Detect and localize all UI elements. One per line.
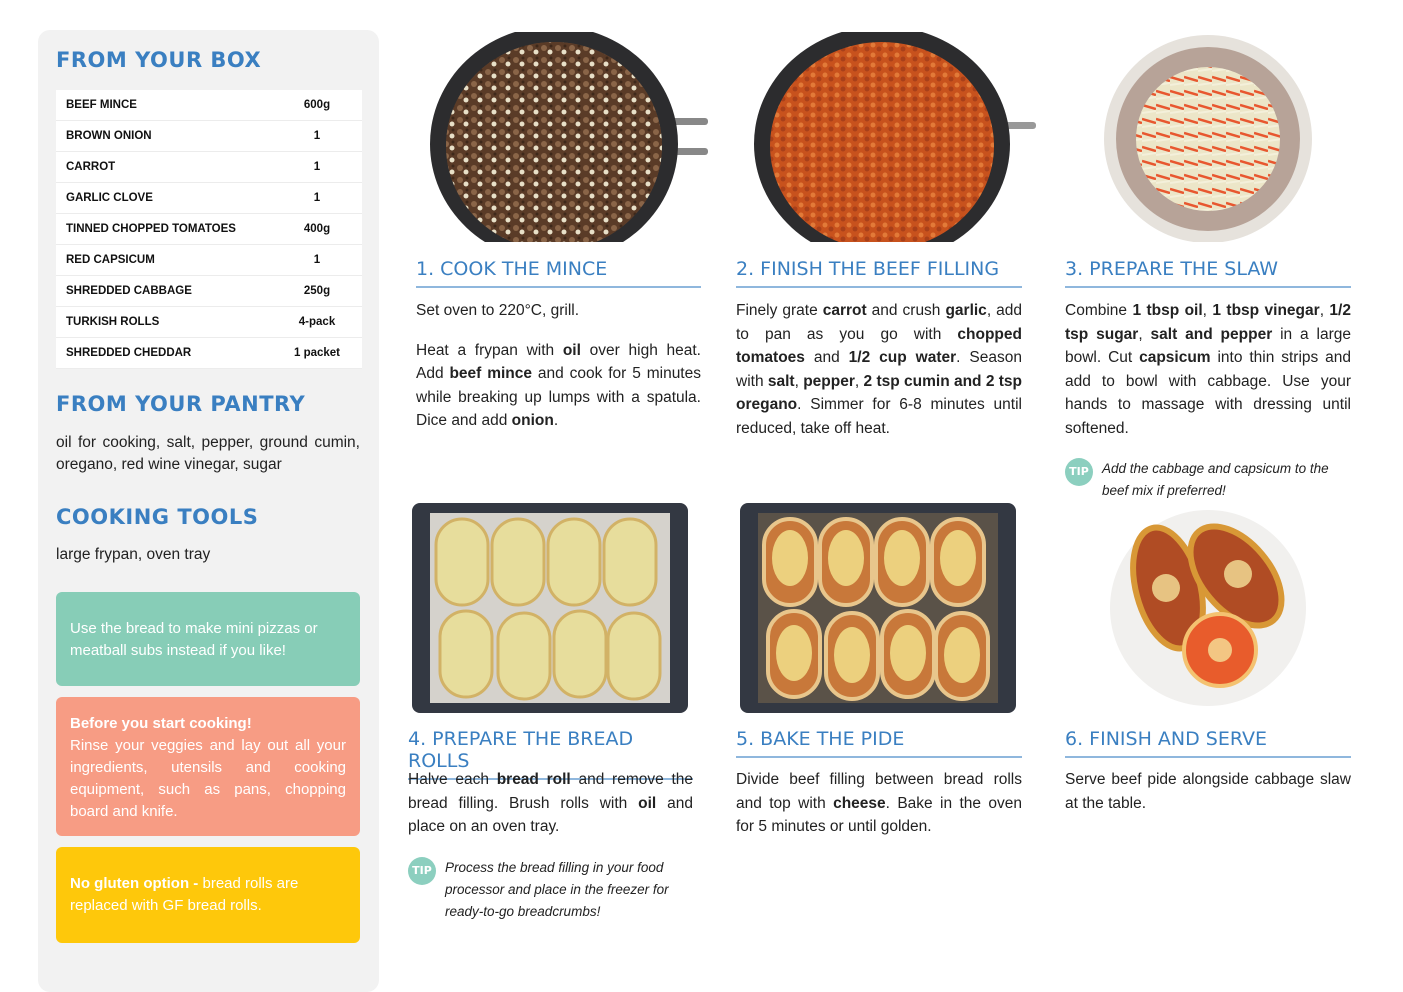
pantry-title: FROM YOUR PANTRY	[56, 392, 306, 416]
step3-tip	[1065, 458, 1355, 502]
ingredient-name: SHREDDED CHEDDAR	[56, 338, 272, 369]
tools-text: large frypan, oven tray	[56, 546, 211, 563]
step6-para: Serve beef pide alongside cabbage slaw at the table.	[1065, 771, 1351, 812]
step4-tip	[408, 857, 698, 923]
tip-note-green	[56, 592, 360, 686]
ingredient-name: SHREDDED CABBAGE	[56, 276, 272, 307]
text: into thin strips and add to bowl with cabbage. Use your hands to massage with dressing until softened.	[1065, 349, 1351, 437]
ingredient-quantity: 400g	[272, 214, 362, 245]
text: in a large bowl. Cut	[1065, 325, 1352, 366]
ingredient-row	[56, 276, 362, 307]
text: . Simmer for 6-8 minutes until reduced, take off heat.	[736, 396, 1022, 437]
text: , add to pan as you go with	[736, 302, 1022, 343]
ingredient: garlic	[945, 302, 987, 319]
ingredient-name: CARROT	[56, 152, 272, 183]
note-orange-heading: Before you start cooking!	[70, 715, 252, 732]
step5-para	[736, 768, 1022, 839]
pantry-text: oil for cooking, salt, pepper, ground cumin, oregano, red wine vinegar, sugar	[56, 434, 360, 473]
text: Finely grate	[736, 302, 823, 319]
ingredient: pepper	[803, 372, 855, 390]
step1-title: 1. COOK THE MINCE	[416, 258, 701, 288]
ingredient-quantity: 1	[272, 152, 362, 183]
ingredient: salt and pepper	[1150, 325, 1273, 343]
from-box-title: FROM YOUR BOX	[56, 48, 262, 72]
text: Divide beef filling between bread rolls and top with	[736, 771, 1022, 812]
ingredient-row	[56, 183, 362, 214]
ingredient: oil	[562, 341, 581, 359]
step6-title: 6. FINISH AND SERVE	[1065, 728, 1351, 758]
ingredient-name: BROWN ONION	[56, 121, 272, 152]
tip-badge-icon: TIP	[1065, 458, 1093, 486]
ingredient-quantity: 4-pack	[272, 307, 362, 338]
step3-photo-slaw-bowl	[1100, 32, 1315, 242]
ingredient: oil	[638, 794, 657, 812]
step1-para2	[416, 339, 701, 433]
ingredient-quantity: 250g	[272, 276, 362, 307]
ingredient-name: TURKISH ROLLS	[56, 307, 272, 338]
ingredient: salt	[767, 372, 795, 390]
ingredient-row	[56, 245, 362, 276]
ingredient: bread roll	[496, 771, 571, 788]
ingredient-name: BEEF MINCE	[56, 90, 272, 121]
step6-body	[1065, 768, 1351, 831]
step6-photo-served-plate	[1108, 508, 1308, 708]
text: and crush	[866, 302, 946, 319]
step3-para	[1065, 299, 1351, 440]
step5-body	[736, 768, 1022, 855]
text: . Season with	[736, 349, 1022, 390]
ingredient-quantity: 600g	[272, 90, 362, 121]
text: Heat a frypan with	[416, 341, 563, 359]
ingredient-row	[56, 214, 362, 245]
ingredient: chopped tomatoes	[736, 325, 1022, 366]
ingredient: beef mince	[449, 365, 533, 382]
ingredient-quantity: 1 packet	[272, 338, 362, 369]
text: Combine	[1065, 302, 1133, 319]
ingredient: cheese	[833, 794, 886, 812]
note-orange-text: Rinse your veggies and lay out all your ingredients, utensils and cooking equipment, such as pans, chopping board and knife.	[70, 737, 346, 820]
text: over high heat. Add	[416, 341, 701, 382]
step5-photo-pide-tray	[740, 503, 1016, 713]
tools-title: COOKING TOOLS	[56, 505, 259, 529]
step2-photo-beef-filling	[750, 32, 1040, 242]
ingredient-row	[56, 90, 362, 121]
ingredient: 2 tsp cumin and 2 tsp oregano	[736, 372, 1023, 413]
step1-photo-mince-pan	[428, 32, 708, 242]
text: Halve each	[408, 771, 497, 788]
ingredient: 1/2 tsp sugar	[1065, 302, 1351, 343]
ingredient-name: RED CAPSICUM	[56, 245, 272, 276]
ingredient: carrot	[822, 302, 867, 319]
text: and remove the bread filling. Brush rolls with	[408, 771, 693, 812]
ingredient-quantity: 1	[272, 245, 362, 276]
step1-body	[416, 299, 701, 449]
step4-photo-bread-tray	[412, 503, 688, 713]
ingredient: 1 tbsp oil	[1132, 302, 1203, 319]
text: . Bake in the oven for 5 minutes or until golden.	[736, 794, 1022, 835]
step4-para	[408, 768, 693, 839]
text: ,	[1319, 302, 1330, 319]
ingredient-name: TINNED CHOPPED TOMATOES	[56, 214, 272, 245]
step2-body	[736, 299, 1022, 456]
ingredient-quantity: 1	[272, 121, 362, 152]
text: .	[553, 412, 559, 429]
step3-title: 3. PREPARE THE SLAW	[1065, 258, 1351, 288]
ingredient-name: GARLIC CLOVE	[56, 183, 272, 214]
step3-tip-text: Add the cabbage and capsicum to the beef mix if preferred!	[1102, 461, 1329, 498]
note-yellow-heading: No gluten option -	[70, 875, 199, 892]
ingredient: onion	[511, 412, 554, 429]
step3-body	[1065, 299, 1351, 456]
ingredient-row	[56, 152, 362, 183]
step5-title: 5. BAKE THE PIDE	[736, 728, 1022, 758]
gluten-note-yellow	[56, 847, 360, 943]
step4-title: 4. PREPARE THE BREAD ROLLS	[408, 728, 693, 780]
ingredients-table	[56, 90, 362, 369]
step2-para	[736, 299, 1022, 440]
prep-note-orange	[56, 697, 360, 836]
note-yellow-text: bread rolls are replaced with GF bread rolls.	[70, 875, 299, 914]
ingredient-row	[56, 338, 362, 369]
ingredient: 1/2 cup water	[848, 349, 957, 366]
step4-body	[408, 768, 693, 855]
note-green-text: Use the bread to make mini pizzas or meatball subs instead if you like!	[70, 620, 318, 659]
ingredient: 1 tbsp vinegar	[1212, 302, 1320, 319]
step4-tip-text: Process the bread filling in your food processor and place in the freezer for ready-to-go breadcrumbs!	[445, 860, 669, 919]
step1-para1: Set oven to 220°C, grill.	[416, 302, 580, 319]
ingredient-quantity: 1	[272, 183, 362, 214]
text: ,	[1202, 302, 1213, 319]
ingredient-row	[56, 121, 362, 152]
text: ,	[854, 372, 864, 390]
text: and place on an oven tray.	[408, 794, 693, 835]
ingredient: capsicum	[1139, 349, 1211, 366]
text: and	[804, 349, 849, 366]
tip-badge-icon: TIP	[408, 857, 436, 885]
text: and cook for 5 minutes while breaking up lumps with a spatula. Dice and add	[416, 365, 701, 429]
step2-title: 2. FINISH THE BEEF FILLING	[736, 258, 1022, 288]
text: ,	[794, 372, 804, 390]
text: ,	[1138, 325, 1151, 343]
ingredient-row	[56, 307, 362, 338]
